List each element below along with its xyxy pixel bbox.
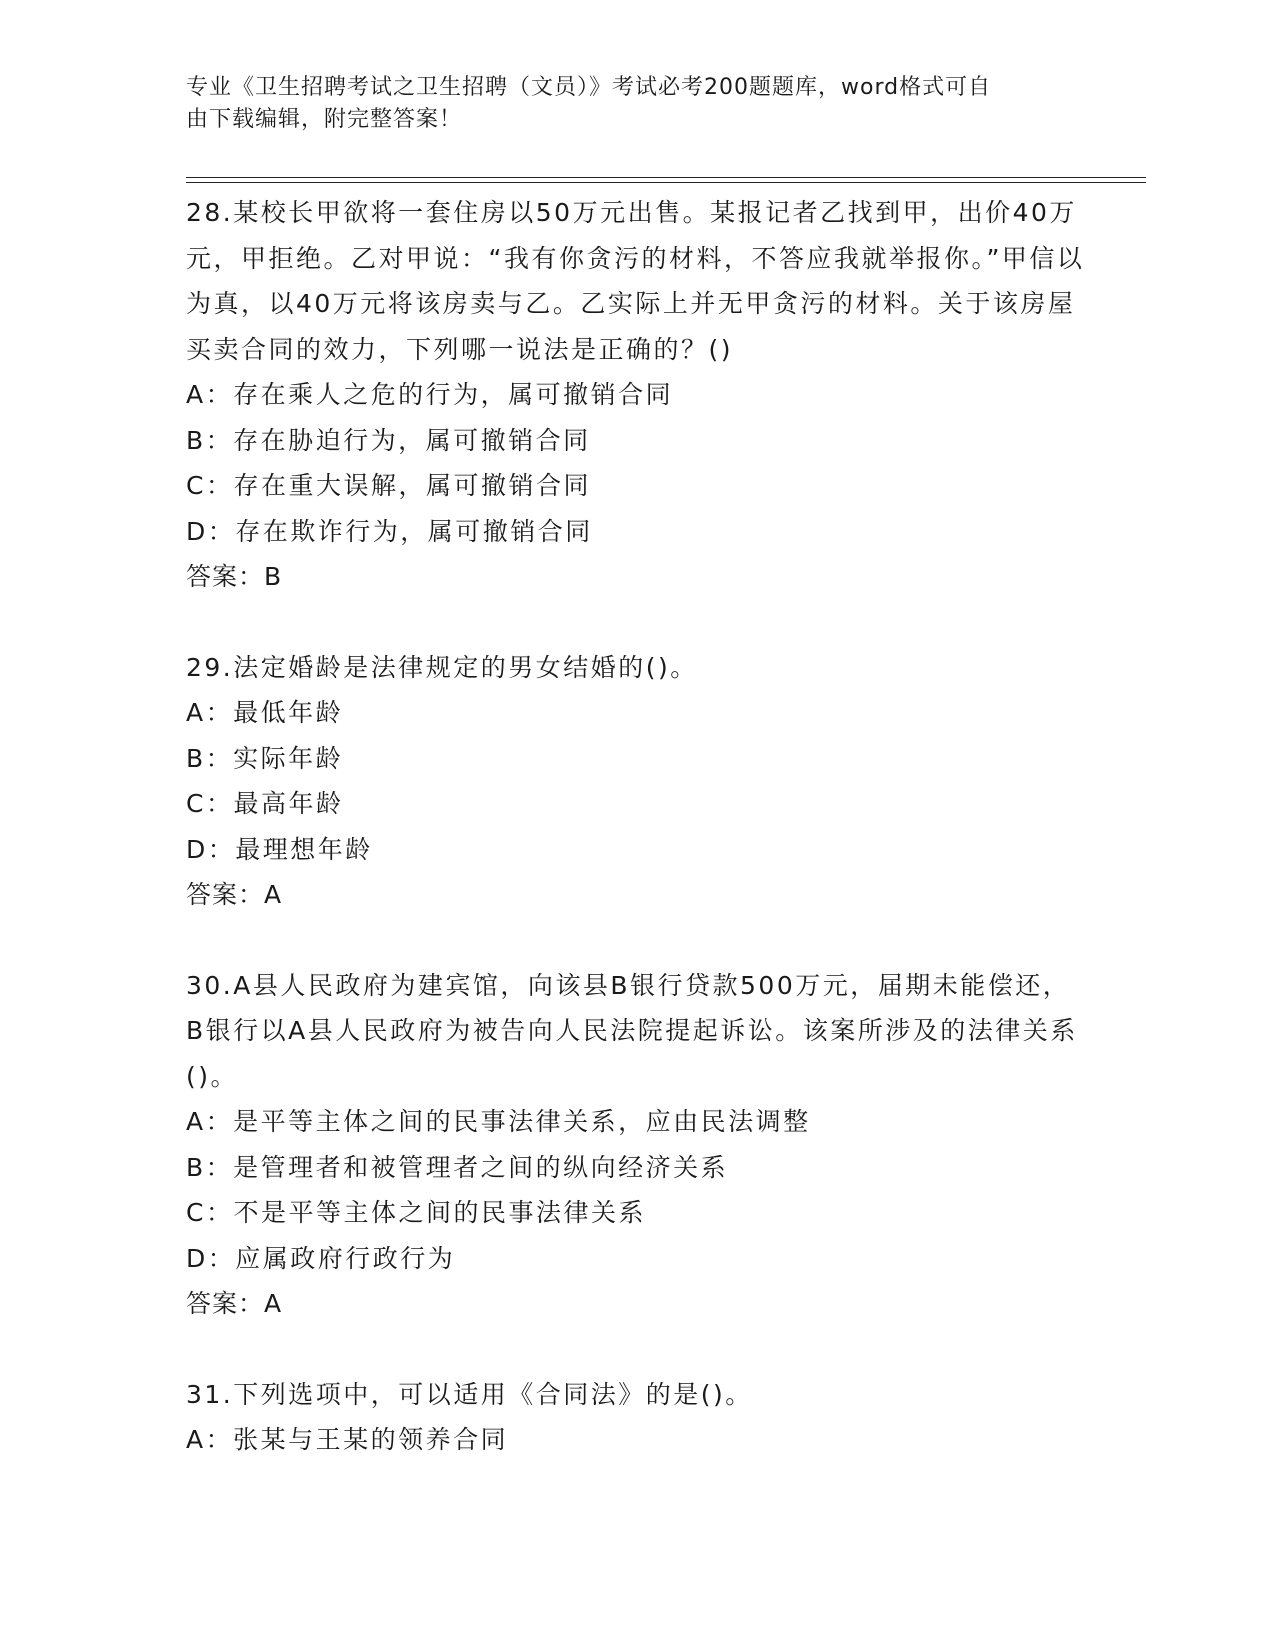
question-option-c: C：最高年龄 [186, 789, 344, 818]
document-header-note: 专业《卫生招聘考试之卫生招聘（文员）》考试必考200题题库，word格式可自 由下载编辑，附完整答案！ [186, 75, 992, 132]
question-item [186, 963, 1086, 1327]
header-divider-top [186, 177, 1146, 178]
question-option-d: D：存在欺诈行为，属可撤销合同 [186, 516, 593, 546]
question-option-a: A：存在乘人之危的行为，属可撤销合同 [186, 380, 674, 409]
question-option-d: D：应属政府行政行为 [186, 1243, 456, 1273]
question-answer: 答案：B [186, 562, 283, 591]
question-item [186, 1372, 1086, 1463]
question-option-a: A：是平等主体之间的民事法律关系，应由民法调整 [186, 1107, 811, 1136]
question-answer: 答案：A [186, 1289, 283, 1318]
question-option-c: C：存在重大误解，属可撤销合同 [186, 471, 591, 500]
question-stem: 30.A县人民政府为建宾馆，向该县B银行贷款500万元，届期未能偿还，B银行以A县人民政府为被告向人民法院提起诉讼。该案所涉及的法律关系()。 [186, 970, 1078, 1091]
question-option-a: A：最低年龄 [186, 698, 344, 727]
header-divider-bottom [186, 182, 1146, 183]
question-spacer [186, 600, 1086, 645]
question-stem: 29.法定婚龄是法律规定的男女结婚的()。 [186, 652, 698, 682]
question-stem: 31.下列选项中，可以适用《合同法》的是()。 [186, 1379, 753, 1409]
question-item [186, 190, 1086, 600]
question-option-b: B：存在胁迫行为，属可撤销合同 [186, 425, 591, 455]
question-spacer [186, 918, 1086, 963]
question-list [186, 190, 1086, 1463]
question-stem: 28.某校长甲欲将一套住房以50万元出售。某报记者乙找到甲，出价40万元，甲拒绝。乙对甲说：“我有你贪污的材料，不答应我就举报你。”甲信以为真，以40万元将该房卖与乙。乙实际上并无甲贪污的材料。关于该房屋买卖合同的效力，下列哪一说法是正确的？() [186, 198, 1085, 364]
question-item [186, 645, 1086, 918]
question-spacer [186, 1327, 1086, 1372]
question-option-a: A：张某与王某的领养合同 [186, 1425, 509, 1454]
question-option-b: B：是管理者和被管理者之间的纵向经济关系 [186, 1152, 729, 1182]
question-option-b: B：实际年龄 [186, 743, 344, 773]
question-answer: 答案：A [186, 880, 283, 909]
question-option-c: C：不是平等主体之间的民事法律关系 [186, 1198, 646, 1227]
question-option-d: D：最理想年龄 [186, 834, 373, 864]
